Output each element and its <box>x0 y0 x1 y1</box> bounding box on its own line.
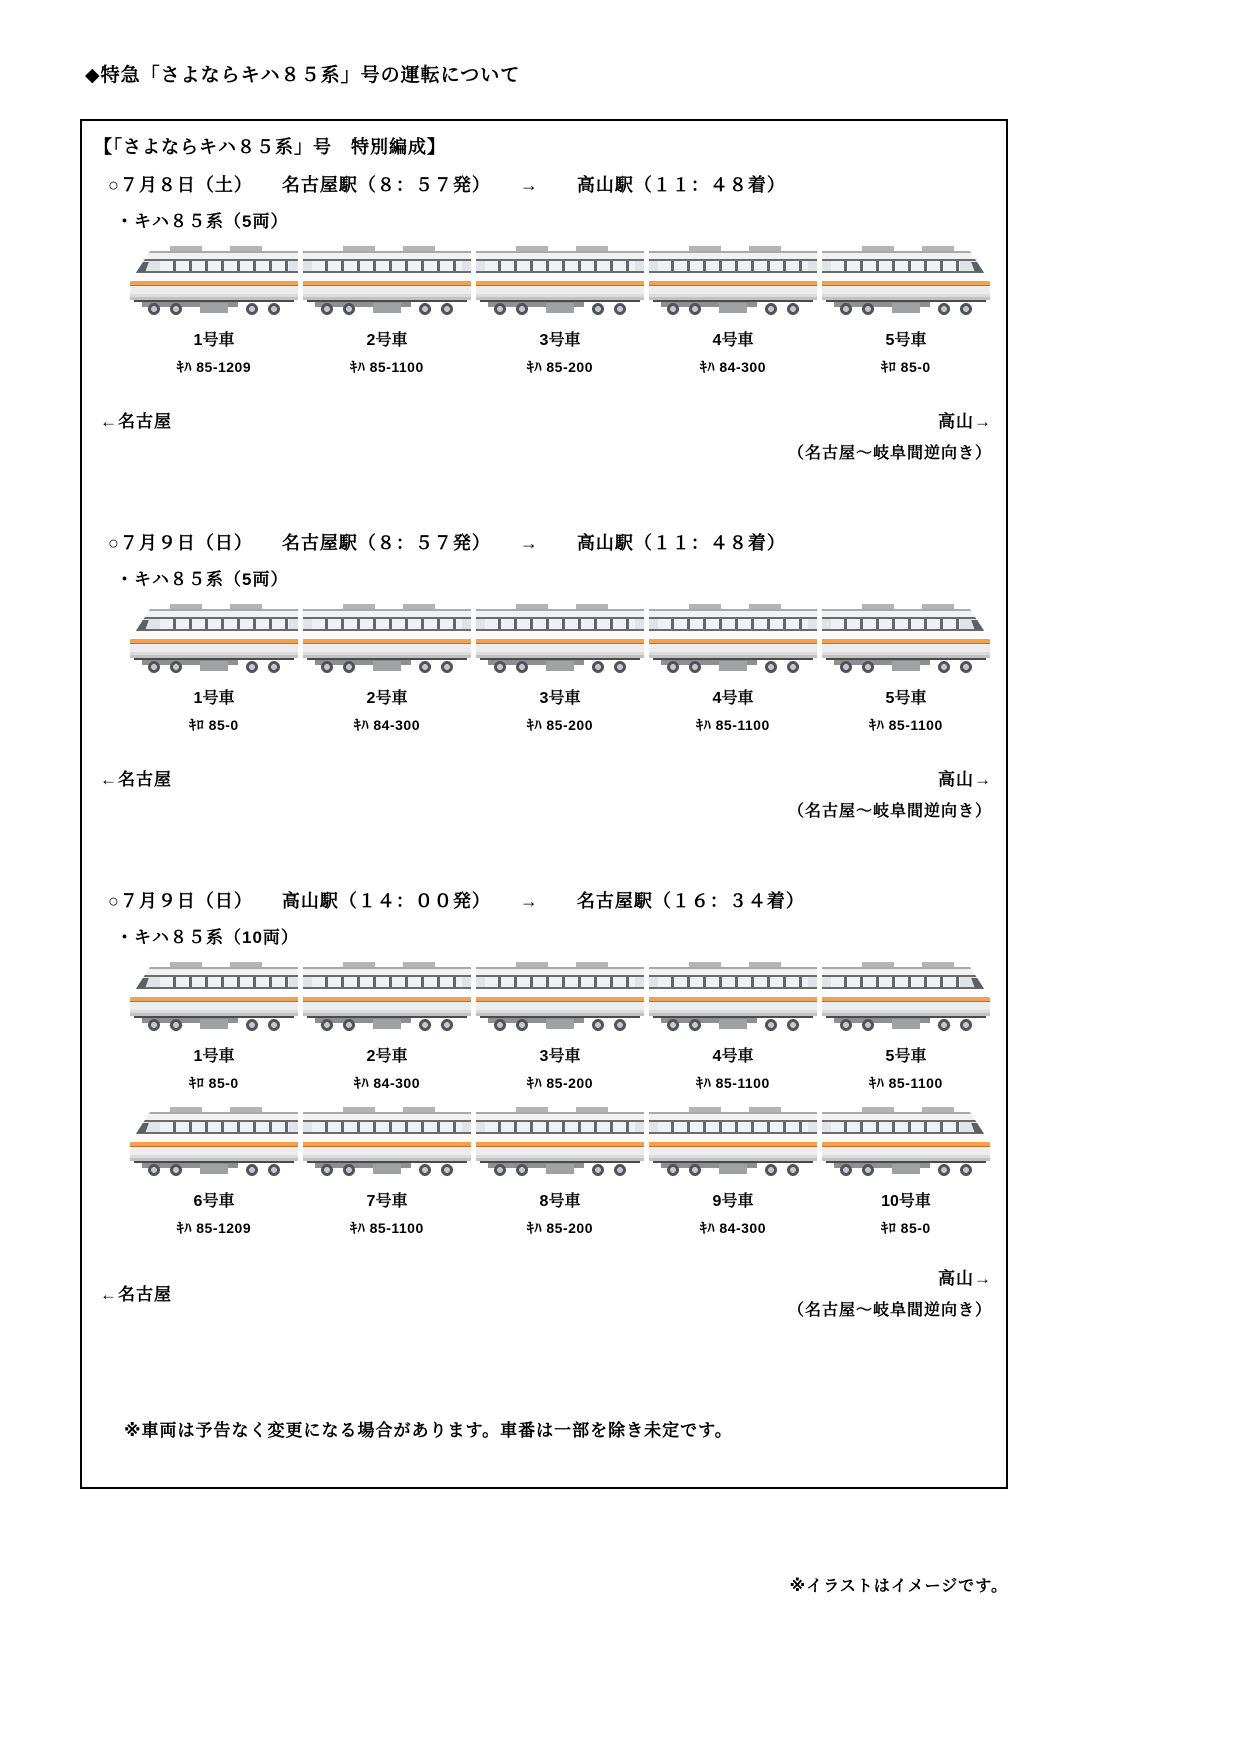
car-number: 5号車 <box>885 690 927 707</box>
car-model: ｷﾊ 84-300 <box>700 359 766 375</box>
page-title: ◆特急「さよならキハ８５系」号の運転について <box>85 65 521 86</box>
illustration-note: ※イラストはイメージです。 <box>789 1578 1008 1595</box>
car-model: ｷﾊ 85-1100 <box>869 717 943 733</box>
car-model: ｷﾛ 85-0 <box>189 1075 239 1091</box>
car-body <box>130 962 298 1016</box>
car-bogies <box>822 1161 990 1178</box>
car-number: 1号車 <box>193 1048 235 1065</box>
car-body <box>303 246 471 300</box>
train-car <box>130 246 298 317</box>
car-label <box>822 685 990 735</box>
trainset-line: ・キハ８５系（5両） <box>116 570 289 589</box>
car-number: 1号車 <box>193 332 235 349</box>
train-car <box>303 246 471 317</box>
train-illustration <box>130 246 994 317</box>
train-car <box>476 246 644 317</box>
train-car <box>649 246 817 317</box>
train-car <box>822 962 990 1033</box>
car-bogies <box>303 300 471 317</box>
car-body <box>130 1107 298 1161</box>
train-car <box>822 1107 990 1178</box>
direction-nagoya-label: ←名古屋 <box>100 1284 172 1304</box>
car-bogies <box>303 658 471 675</box>
formation-panel <box>80 119 1008 1489</box>
car-body <box>130 246 298 300</box>
car-model: ｷﾊ 85-200 <box>527 359 593 375</box>
car-body <box>303 962 471 1016</box>
train-car <box>130 1107 298 1178</box>
car-label <box>822 1188 990 1238</box>
car-model: ｷﾊ 85-200 <box>527 1075 593 1091</box>
car-bogies <box>303 1161 471 1178</box>
car-bogies <box>476 300 644 317</box>
train-car <box>649 1107 817 1178</box>
car-label <box>649 1043 817 1093</box>
car-label <box>476 327 644 377</box>
car-bogies <box>649 1161 817 1178</box>
direction-takayama-label: 高山→ <box>938 1269 992 1288</box>
car-label <box>822 327 990 377</box>
train-illustration <box>130 604 994 675</box>
train-car <box>130 604 298 675</box>
car-number: 3号車 <box>539 332 581 349</box>
train-car <box>130 962 298 1033</box>
car-body <box>476 246 644 300</box>
schedule-line: ○７月９日（日） 高山駅（１４：００発） → 名古屋駅（１６：３４着） <box>108 891 805 911</box>
car-bogies <box>822 1016 990 1033</box>
car-label <box>130 685 298 735</box>
car-body <box>476 1107 644 1161</box>
train-car <box>476 962 644 1033</box>
car-bogies <box>130 1161 298 1178</box>
car-model: ｷﾊ 85-1100 <box>350 359 424 375</box>
car-body <box>822 1107 990 1161</box>
car-label <box>649 327 817 377</box>
car-bogies <box>130 300 298 317</box>
car-model: ｷﾛ 85-0 <box>881 1220 931 1236</box>
car-body <box>476 604 644 658</box>
formation-section-jul9-out <box>94 529 994 821</box>
car-model: ｷﾊ 84-300 <box>354 1075 420 1091</box>
direction-takayama-label: 高山→ <box>938 412 992 431</box>
direction-takayama-block <box>788 407 992 463</box>
panel-heading: 【「さよならキハ８５系」号 特別編成】 <box>94 137 446 157</box>
car-model: ｷﾛ 85-0 <box>881 359 931 375</box>
car-body <box>649 246 817 300</box>
car-body <box>822 246 990 300</box>
car-model: ｷﾊ 85-1100 <box>869 1075 943 1091</box>
car-body <box>822 962 990 1016</box>
car-number: 3号車 <box>539 690 581 707</box>
car-labels-row <box>130 327 994 377</box>
train-car <box>303 962 471 1033</box>
schedule-line: ○７月８日（土） 名古屋駅（８：５７発） → 高山駅（１１：４８着） <box>108 175 786 195</box>
direction-takayama-block <box>788 765 992 821</box>
car-label <box>130 327 298 377</box>
car-label <box>303 1188 471 1238</box>
car-body <box>822 604 990 658</box>
direction-takayama-block <box>788 1264 992 1320</box>
car-number: 7号車 <box>366 1193 408 1210</box>
car-label <box>822 1043 990 1093</box>
car-number: 2号車 <box>366 332 408 349</box>
direction-nagoya-label: ←名古屋 <box>100 412 172 431</box>
car-model: ｷﾊ 85-1209 <box>176 1220 252 1236</box>
car-number: 10号車 <box>881 1193 931 1210</box>
car-bogies <box>476 1161 644 1178</box>
car-number: 9号車 <box>712 1193 754 1210</box>
vehicle-change-note: ※車両は予告なく変更になる場合があります。車番は一部を除き未定です。 <box>124 1421 733 1440</box>
car-body <box>130 604 298 658</box>
car-number: 6号車 <box>193 1193 235 1210</box>
train-car <box>476 1107 644 1178</box>
car-number: 5号車 <box>885 332 927 349</box>
schedule-line: ○７月９日（日） 名古屋駅（８：５７発） → 高山駅（１１：４８着） <box>108 533 786 553</box>
car-number: 3号車 <box>539 1048 581 1065</box>
car-number: 1号車 <box>193 690 235 707</box>
direction-reverse-note: （名古屋〜岐阜間逆向き） <box>787 803 992 820</box>
car-bogies <box>476 658 644 675</box>
car-body <box>649 962 817 1016</box>
car-label <box>130 1188 298 1238</box>
car-label <box>649 1188 817 1238</box>
train-illustration <box>130 1107 994 1178</box>
car-bogies <box>822 300 990 317</box>
train-car <box>649 962 817 1033</box>
car-number: 8号車 <box>539 1193 581 1210</box>
train-illustration <box>130 962 994 1033</box>
train-car <box>303 604 471 675</box>
car-model: ｷﾊ 85-1209 <box>176 359 252 375</box>
trainset-line: ・キハ８５系（10両） <box>116 928 299 947</box>
car-model: ｷﾊ 85-200 <box>527 1220 593 1236</box>
car-label <box>476 685 644 735</box>
car-bogies <box>303 1016 471 1033</box>
formation-section-jul8 <box>94 171 994 463</box>
car-label <box>303 685 471 735</box>
direction-reverse-note: （名古屋〜岐阜間逆向き） <box>787 1302 992 1319</box>
car-model: ｷﾊ 85-1100 <box>350 1220 424 1236</box>
car-model: ｷﾊ 85-1100 <box>696 717 770 733</box>
car-bogies <box>130 1016 298 1033</box>
car-model: ｷﾛ 85-0 <box>189 717 239 733</box>
car-label <box>476 1188 644 1238</box>
direction-row <box>100 1264 992 1320</box>
car-model: ｷﾊ 85-200 <box>527 717 593 733</box>
formation-section-jul9-return <box>94 887 994 1320</box>
direction-reverse-note: （名古屋〜岐阜間逆向き） <box>787 445 992 462</box>
car-bogies <box>476 1016 644 1033</box>
direction-row <box>100 765 992 821</box>
train-car <box>303 1107 471 1178</box>
car-number: 4号車 <box>712 1048 754 1065</box>
train-car <box>822 604 990 675</box>
car-bogies <box>822 658 990 675</box>
car-number: 2号車 <box>366 1048 408 1065</box>
car-labels-row <box>130 1043 994 1093</box>
car-labels-row <box>130 685 994 735</box>
car-bogies <box>649 658 817 675</box>
direction-nagoya-label: ←名古屋 <box>100 770 172 789</box>
train-car <box>649 604 817 675</box>
car-body <box>303 1107 471 1161</box>
train-car <box>822 246 990 317</box>
car-labels-row <box>130 1188 994 1238</box>
car-label <box>303 1043 471 1093</box>
car-number: 4号車 <box>712 332 754 349</box>
direction-row <box>100 407 992 463</box>
car-body <box>303 604 471 658</box>
car-bogies <box>130 658 298 675</box>
car-number: 5号車 <box>885 1048 927 1065</box>
direction-takayama-label: 高山→ <box>938 770 992 789</box>
car-model: ｷﾊ 84-300 <box>354 717 420 733</box>
car-bogies <box>649 1016 817 1033</box>
car-label <box>303 327 471 377</box>
car-number: 4号車 <box>712 690 754 707</box>
car-body <box>649 1107 817 1161</box>
car-label <box>649 685 817 735</box>
trainset-line: ・キハ８５系（5両） <box>116 212 289 231</box>
car-label <box>130 1043 298 1093</box>
car-body <box>649 604 817 658</box>
car-label <box>476 1043 644 1093</box>
car-model: ｷﾊ 85-1100 <box>696 1075 770 1091</box>
train-car <box>476 604 644 675</box>
car-body <box>476 962 644 1016</box>
car-number: 2号車 <box>366 690 408 707</box>
car-model: ｷﾊ 84-300 <box>700 1220 766 1236</box>
car-bogies <box>649 300 817 317</box>
